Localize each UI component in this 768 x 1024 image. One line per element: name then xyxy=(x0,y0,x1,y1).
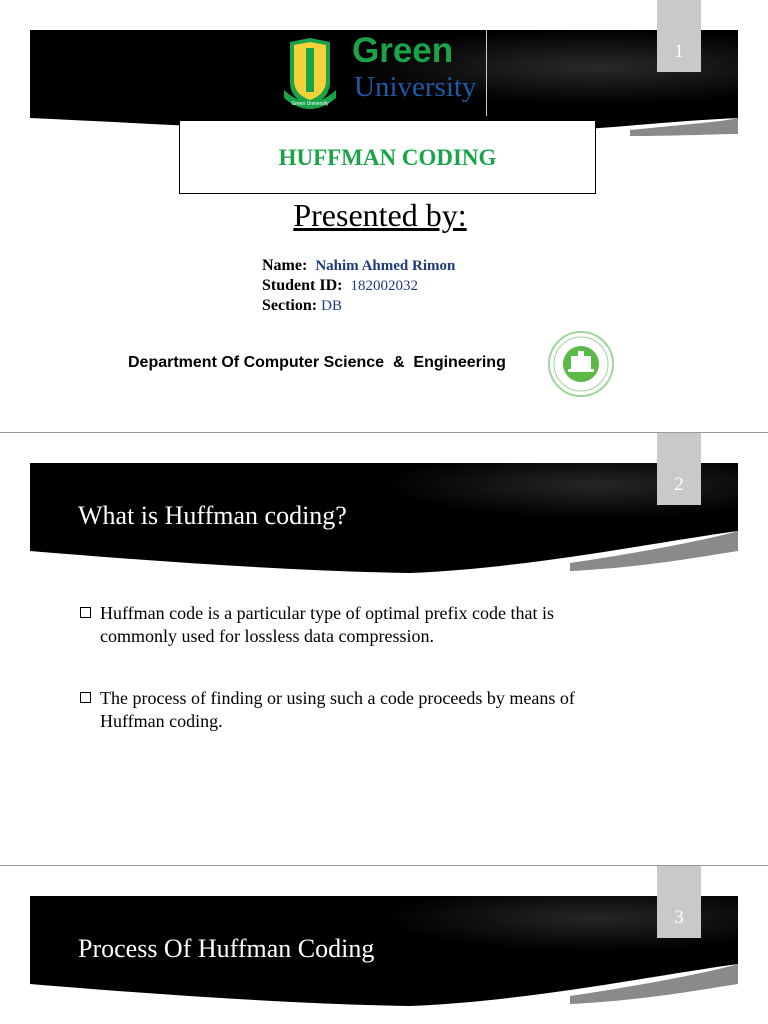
slide-title: HUFFMAN CODING xyxy=(278,145,497,170)
name-value: Nahim Ahmed Rimon xyxy=(315,258,456,274)
department-logo xyxy=(548,331,614,397)
bullet-text: The process of finding or using such a code proceeds by means of Huffman coding. xyxy=(100,688,575,731)
presenter-info xyxy=(262,256,455,316)
university-logo xyxy=(280,30,488,116)
name-label: Name: xyxy=(262,257,308,274)
svg-text:University: University xyxy=(354,71,477,103)
student-id-row xyxy=(262,276,455,296)
student-id-value: 182002032 xyxy=(350,278,418,294)
square-bullet-icon xyxy=(80,607,91,618)
slide-2 xyxy=(0,433,768,865)
section-row xyxy=(262,296,455,316)
department-logo-image xyxy=(548,331,614,397)
slide-title: Process Of Huffman Coding xyxy=(78,934,375,963)
slide-number: 2 xyxy=(657,433,701,505)
slide-1 xyxy=(0,0,768,432)
section-label: Section: xyxy=(262,297,318,314)
slide-3 xyxy=(0,866,768,1024)
svg-text:Green: Green xyxy=(352,31,454,70)
slide-number: 1 xyxy=(657,0,701,72)
bullet-item xyxy=(80,687,640,737)
square-bullet-icon xyxy=(80,692,91,703)
slide-number: 3 xyxy=(657,866,701,938)
bullet-text: Huffman code is a particular type of optimal prefix code that is commonly used for lossless data compression. xyxy=(100,603,555,646)
university-logo-image xyxy=(280,30,488,116)
bullet-item xyxy=(80,602,640,652)
presented-by: Presented by: xyxy=(293,197,467,233)
slide-title: What is Huffman coding? xyxy=(78,501,347,530)
student-id-label: Student ID: xyxy=(262,277,343,294)
department-name: Department Of Computer Science & Engineering xyxy=(128,354,506,371)
name-row xyxy=(262,256,455,276)
svg-text:Green University: Green University xyxy=(291,101,329,107)
section-value: DB xyxy=(321,298,342,314)
title-box xyxy=(179,120,596,194)
